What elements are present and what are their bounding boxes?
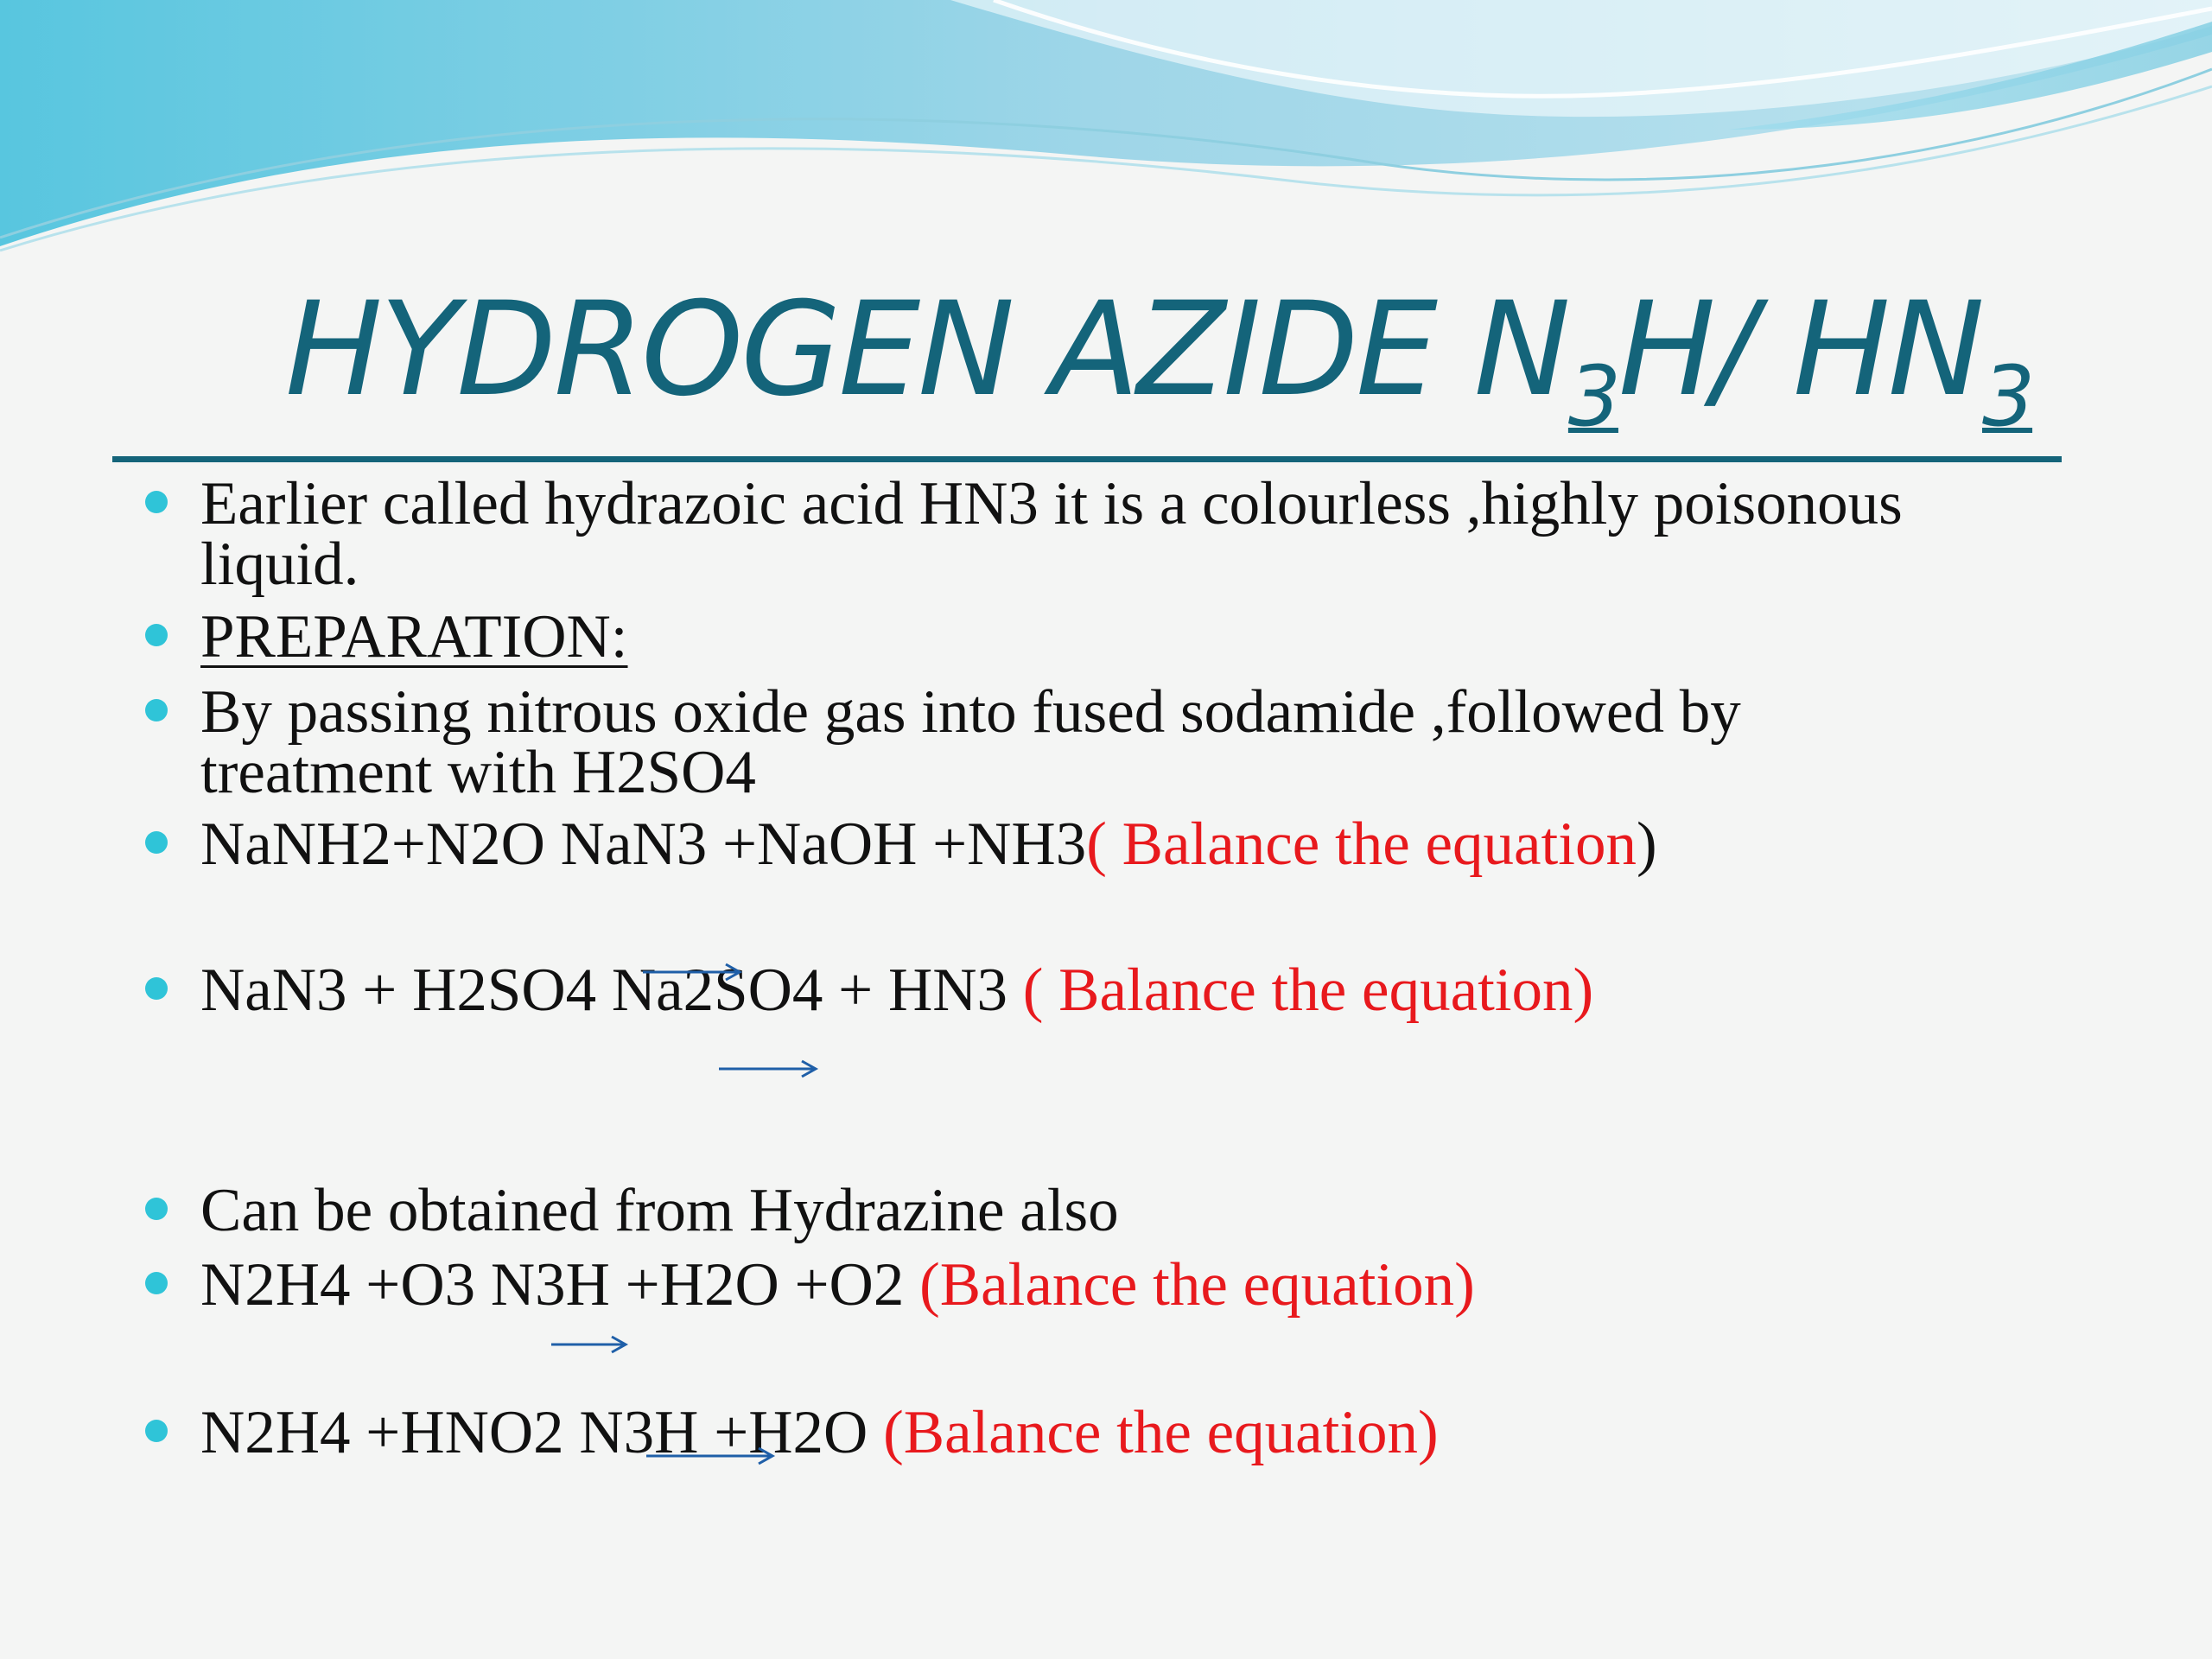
bullet-3-line-1: By passing nitrous oxide gas into fused sodamide ,followed by — [200, 678, 1741, 746]
equation-4-note: (Balance the equation) — [883, 1399, 1439, 1466]
equation-3-text: N2H4 +O3 N3H +H2O +O2 — [200, 1251, 920, 1319]
bullet-dot — [145, 1198, 168, 1220]
bullet-1-line-1: Earlier called hydrazoic acid HN3 it is a colourless ,highly poisonous — [200, 470, 1903, 537]
header-wave-decoration — [0, 0, 2212, 285]
bullet-3-line-2: treatment with H2SO4 — [200, 739, 756, 806]
title-underline — [112, 456, 2062, 462]
bullet-dot — [145, 1420, 168, 1442]
hydrazine-note: Can be obtained from Hydrazine also — [200, 1177, 1119, 1244]
title-subscript-1: 3 — [1567, 348, 1618, 445]
equation-2-text: NaN3 + H2SO4 Na2SO4 + HN3 — [200, 957, 1023, 1024]
equation-1-text: NaNH2+N2O NaN3 +NaOH +NH3 — [200, 810, 1087, 878]
title-middle: H/ HN — [1618, 275, 1982, 425]
reaction-arrow-icon — [641, 959, 745, 985]
equation-2 — [200, 956, 1593, 1025]
equation-4 — [200, 1398, 1439, 1467]
reaction-arrow-icon — [717, 1056, 821, 1082]
reaction-arrow-icon — [550, 1332, 653, 1357]
title-subscript-2: 3 — [1981, 348, 2033, 445]
bullet-dot — [145, 624, 168, 646]
reaction-arrow-icon — [645, 1443, 783, 1469]
equation-1 — [200, 810, 1657, 879]
title-main: HYDROGEN AZIDE N — [285, 275, 1568, 425]
equation-1-note: ( Balance the equation — [1086, 810, 1637, 878]
bullet-dot — [145, 831, 168, 854]
preparation-heading: PREPARATION: — [200, 603, 628, 671]
equation-3 — [200, 1250, 1475, 1319]
equation-3-note: (Balance the equation) — [919, 1251, 1475, 1319]
slide-title — [112, 268, 2065, 445]
bullet-dot — [145, 1272, 168, 1294]
equation-4-text: N2H4 +HNO2 N3H +H2O — [200, 1399, 884, 1466]
bullet-1-line-2: liquid. — [200, 531, 359, 598]
equation-1-close: ) — [1636, 810, 1657, 878]
equation-2-note: ( Balance the equation) — [1022, 957, 1594, 1024]
bullet-dot — [145, 977, 168, 1000]
bullet-dot — [145, 699, 168, 721]
bullet-dot — [145, 491, 168, 513]
